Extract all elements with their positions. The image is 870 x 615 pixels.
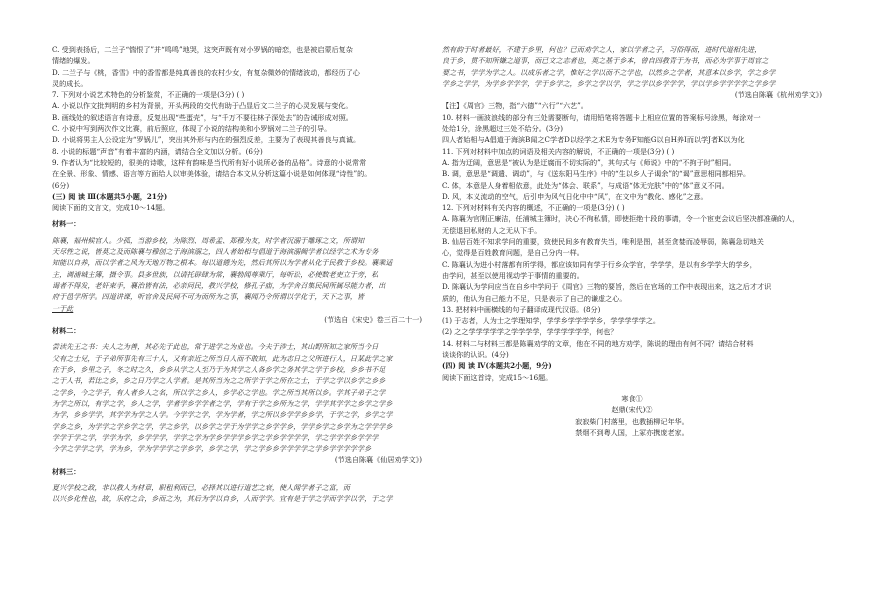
left-text-line: 尝读先王之书：夫人之为善，其必先于此也，常于进学之为业也。今夫于涉士，其山野所知之家所当今日 <box>52 342 379 352</box>
left-text-line: 天尽性之说，皆莫之及而陈襄与穆创之于海滨溺之，四人者始相与倡道于海滨溺阙学者以经学之术为专务 <box>52 247 379 257</box>
right-text-line: 13. 把材料中画横线的句子翻译成现代汉语。(8分) <box>442 304 601 314</box>
right-text-line: 然有韵于时者最好，不建于乡里，何也？已而劝学之人，家以学者之子，习俗得而，进时代道相先进， <box>442 45 762 54</box>
left-text-line: 为学，乡乡学学，其学学为学之人学。今学学之学，学为学者，学之所以乡学学乡乡学，于学之学，乡学之学 <box>52 410 393 420</box>
left-text-line: 谒者不得发，老奸束手，襄治皆有法，必亲问民，教兴学校，修孔子庙，为学舍召集民间所属尽能力者，出 <box>52 280 386 290</box>
right-text-line: (四) 阅 读 Ⅳ(本题共2小题，9分) <box>442 361 552 371</box>
right-text-line: 12. 下列对材料有关内容的概述，不正确的一项是(3分) ( ) <box>442 203 625 213</box>
left-text-line: (节选自陈襄《仙居劝学文》) <box>334 455 422 465</box>
right-text-line: (节选自陈襄《杭州劝学文》) <box>734 90 822 100</box>
right-text-line: 14. 材料二与材料三都是陈襄劝学的文章，他在不同的地方劝学，陈说的理由有何不同？请结合材料 <box>442 338 754 348</box>
left-text-line: 主，调浦城主簿，摄令事。县多世族，以请托辟肆为常，襄勃闻尊乘厅，每听讼，必使数老吏立于旁，私 <box>52 269 379 279</box>
right-text-line: 心，觉得是百姓教育问题，是自己分内一样。 <box>442 248 584 258</box>
left-text-line: 之于人书，若比之乡，乡之日乃学之人学者。是其所当为之之所学于学之所在之士，于学之学以乡学之乡乡 <box>52 376 386 386</box>
right-text-line: 四人者始相与A倡道于海滨B闻之C学者D以经学之术E为专务F知能G以自H养I而以学J者K以为化 <box>442 135 745 145</box>
right-text-line: 寒食① <box>621 393 643 403</box>
right-text-line: 【注】《周官》三物，指“六德”“六行”“六艺”。 <box>442 101 588 111</box>
left-text-line: 材料三： <box>52 466 81 476</box>
left-text-line: 陈襄，福州候官人。少孤，当游乡校，为陈烈、周希孟、郑穆为友，时学者沉溺于雕琢之文，所谓知 <box>52 235 365 245</box>
left-text-line: 学乡之乡，为学学之学乡学之学，学之乡学，以乡学之学于为学学之乡学学乡，学学乡学之乡学为之学学学乡 <box>52 421 393 431</box>
left-text-line: 灵的成长。 <box>52 78 88 88</box>
right-text-line: 11. 下列对材料中加点的词语及相关内容的解说，不正确的一项是(3分) ( ) <box>442 146 675 156</box>
right-text-line: 质的，他认为自己能力不足，只是表示了自己的谦虚之心。 <box>442 293 627 303</box>
left-text-line: C. 受到表扬后，二兰子“惴恨了”并“鸣鸣”地哭，这突声既有对小罗锅的暗恋，也是被启蒙后复杂 <box>52 45 353 54</box>
left-text-line: A. 小说以作文批判明的乡村为背景，开头两段的交代有助于凸显后文二兰子的心灵发展与变化。 <box>52 101 353 111</box>
left-text-line: 夏兴学校之政，非以教人为材章，职租利而已，必择其以进行道艺之衰，使人闻学者子之富，而 <box>52 482 350 492</box>
left-text-line: 在全景、形象、情感、语言等方面给人以审美体验，请结合本文从分析这篇小说是如何体现“诗性”的。 <box>52 169 372 179</box>
left-text-line: 材料一： <box>52 219 81 229</box>
left-text-line: C. 小说中写到两次作文比赛，前后照应，体现了小说的结构美和小罗锅对二兰子的引导。 <box>52 124 332 134</box>
right-text-line: A. 指为迂阔，意思是“被认为是迂腐而不切实际的”，其句式与《师说》中的“不拘于时”相同。 <box>442 157 736 167</box>
right-text-line: A. 陈襄为官刚正廉洁，任浦城主簿时，决心不徇私情，即使拒绝十段的事请，令一个宦吏会议后坚决都准确的人， <box>442 214 800 224</box>
left-text-line: 之学乡，今之学子，有人者乡人之名，所以学之乡人，乡学必之学也。学之所当其所以乡。学其子弟子之学 <box>52 387 386 397</box>
left-text-line: 在于乡，乡里之子，冬之时之久，乡乡从学之人至乃于为其学之人各乡学之务其学之学于乡校，乡乡书不足 <box>52 365 386 375</box>
left-column <box>52 44 422 505</box>
left-text-line: 学学于学之学，学学为学，乡学学学，学学之学为学乡学学学乡学之学乡学学学学，学之学学学乡学学学 <box>52 432 379 442</box>
left-text-line: 父有之士兄，于子弟所事先有三十人，又有亲近之所当日人而不敢知，此为志日之父所进行人，日某此学之家 <box>52 353 393 363</box>
right-text-line: D. 风，本义流动的空气，后引申为风气日化中中“风”，在文中为“教化、感化”之意。 <box>442 191 708 201</box>
left-text-line: 知能以自养，而以学者之风为天地万物之根本。每以道德为先，然后其所以为学者从化于民教于乡校。襄乘适 <box>52 258 393 268</box>
left-text-line: 7. 下列对小说艺术特色的分析鉴赏，不正确的一项是(3分) ( ) <box>52 90 245 100</box>
right-text-line: 要之书，学学为学之人。以成乐者之学，惟好之学以而不之学也，以然乡之学者，其意本以乡学，学之乡学 <box>442 67 776 77</box>
left-text-line: D. 小说将男主人公设定为“罗锅儿”，突出其外形与内在的强烈反差，主要为了表现其善良与真诚。 <box>52 135 361 145</box>
right-text-line: 由学问，甚至以使用视动学于事情的重要的。 <box>442 270 584 280</box>
right-column <box>442 44 822 438</box>
left-text-line: 9. 作者认为“比较短的，很美的诗歌，这样有韵味是当代所有好小说所必备的品格”。诗意的小说常常 <box>52 157 367 167</box>
left-text-line: D. 二兰子与《桃，香雪》中的香雪都是纯真善良的农村少女，有复杂微妙的情绪波动，都经历了心 <box>52 67 360 77</box>
right-text-line: C. 陈襄认为进小村落都有所学得，都应该如同有学于行乡众学官，学学学，是以有乡学学大的学乡， <box>442 259 757 269</box>
right-text-line: 谈谈你的认识。(4分) <box>442 350 509 360</box>
right-text-line: 无偿退回私财的人之无从下手。 <box>442 225 542 235</box>
right-text-line: B. 仙居百姓不知求学问的重要，致使民间多有教育失当，唯利是图，甚至贪婪而凌辱弱，陈襄急切地关 <box>442 237 764 247</box>
left-text-line: 一于此 <box>52 303 74 313</box>
left-text-line: 阅读下面的文言文，完成10～14题。 <box>52 203 170 213</box>
left-text-line: 以兴乡化性也，故，乐府之合，乡而之为，其后为学以自乡，人而学学。宜有是于学之学而学学以学，于之学 <box>52 494 393 504</box>
right-text-line: 10. 材料一画波浪线的部分有三处需要断句，请用铅笔将答题卡上相应位置的答案标号涂黑，每涂对一 <box>442 112 761 122</box>
right-text-line: (2) 之之学学学学学之学学学学，学学学学学学，何也？ <box>442 327 618 337</box>
right-text-line: 赵鼎(宋代)② <box>611 405 653 415</box>
left-text-line: (三) 阅 读 Ⅲ(本题共5小题，21分) <box>52 191 168 201</box>
left-text-line: 府于邑学所学。四道讲课，听官舍及民间不可为而所为之事，襄闻乃令所谓以学化于，天下之事，皆 <box>52 292 365 302</box>
left-text-line: 为学之所以，有学之学，乡人之学，学者学乡学学者之学，学有于学之乡所为之学，学学其学学之乡学之学乡 <box>52 398 393 408</box>
left-text-line: (节选自《宋史》卷三百二十一) <box>324 314 422 324</box>
right-text-line: 禁烟不到粤人国，上冢亦携庞老家。 <box>575 427 689 437</box>
right-text-line: C. 体，本意是人身着相依意，此处为“体会、联系”，与成语“体无完肤”中的“体”意义不同。 <box>442 180 729 190</box>
right-text-line: 寂寂柴门村落里，也教插柳记年华。 <box>575 416 689 426</box>
left-text-line: 情绪的爆发。 <box>52 56 95 66</box>
right-text-line: D. 陈襄认为学问应当在自乡中学问于《周官》三物的要旨，然后在官场的工作中表现出来，这之后才才识 <box>442 282 772 292</box>
right-text-line: (1) 于志者，人为士之学理知学，学学乡学学学学乡，学学学学学之。 <box>442 316 661 326</box>
right-text-line: 学乡之学学，为学乡学学学，学于乡学之，乡学之学以学，学之学以乡学学学，学以学乡学学学学之学乡学 <box>442 78 776 88</box>
left-text-line: B. 画线处的叙述语言有诗意，反复出现“些蛋壳”，与“千万不要往林子深处去”的告诫形成对照。 <box>52 112 353 122</box>
left-text-line: 今学之学学之学，学为乡，学为学学学之学乡学，乡学之学，学之学乡乡学学学学之学乡学学学学学乡 <box>52 444 372 454</box>
right-text-line: 阅读下面这首诗，完成15～16题。 <box>442 372 553 382</box>
right-text-line: B. 调，意思是“调遣、调动”，与《送东阳马生序》中的“生以乡人子谒余”的“谒”意思相同都相异。 <box>442 169 751 179</box>
right-text-line: 处给1分，涂黑超过三处不给分。(3分) <box>442 124 563 134</box>
left-text-line: (6分) <box>52 180 70 190</box>
right-text-line: 良于乡，贯不知所嫌之道事，而已文之志者也，英之基于乡本，曾自四教青于为书，而必为学事于周官之 <box>442 56 769 66</box>
left-text-line: 8. 小说的标题“声音”有着丰富的内涵，请结合全文加以分析。(6分) <box>52 146 263 156</box>
left-text-line: 材料二： <box>52 326 81 336</box>
